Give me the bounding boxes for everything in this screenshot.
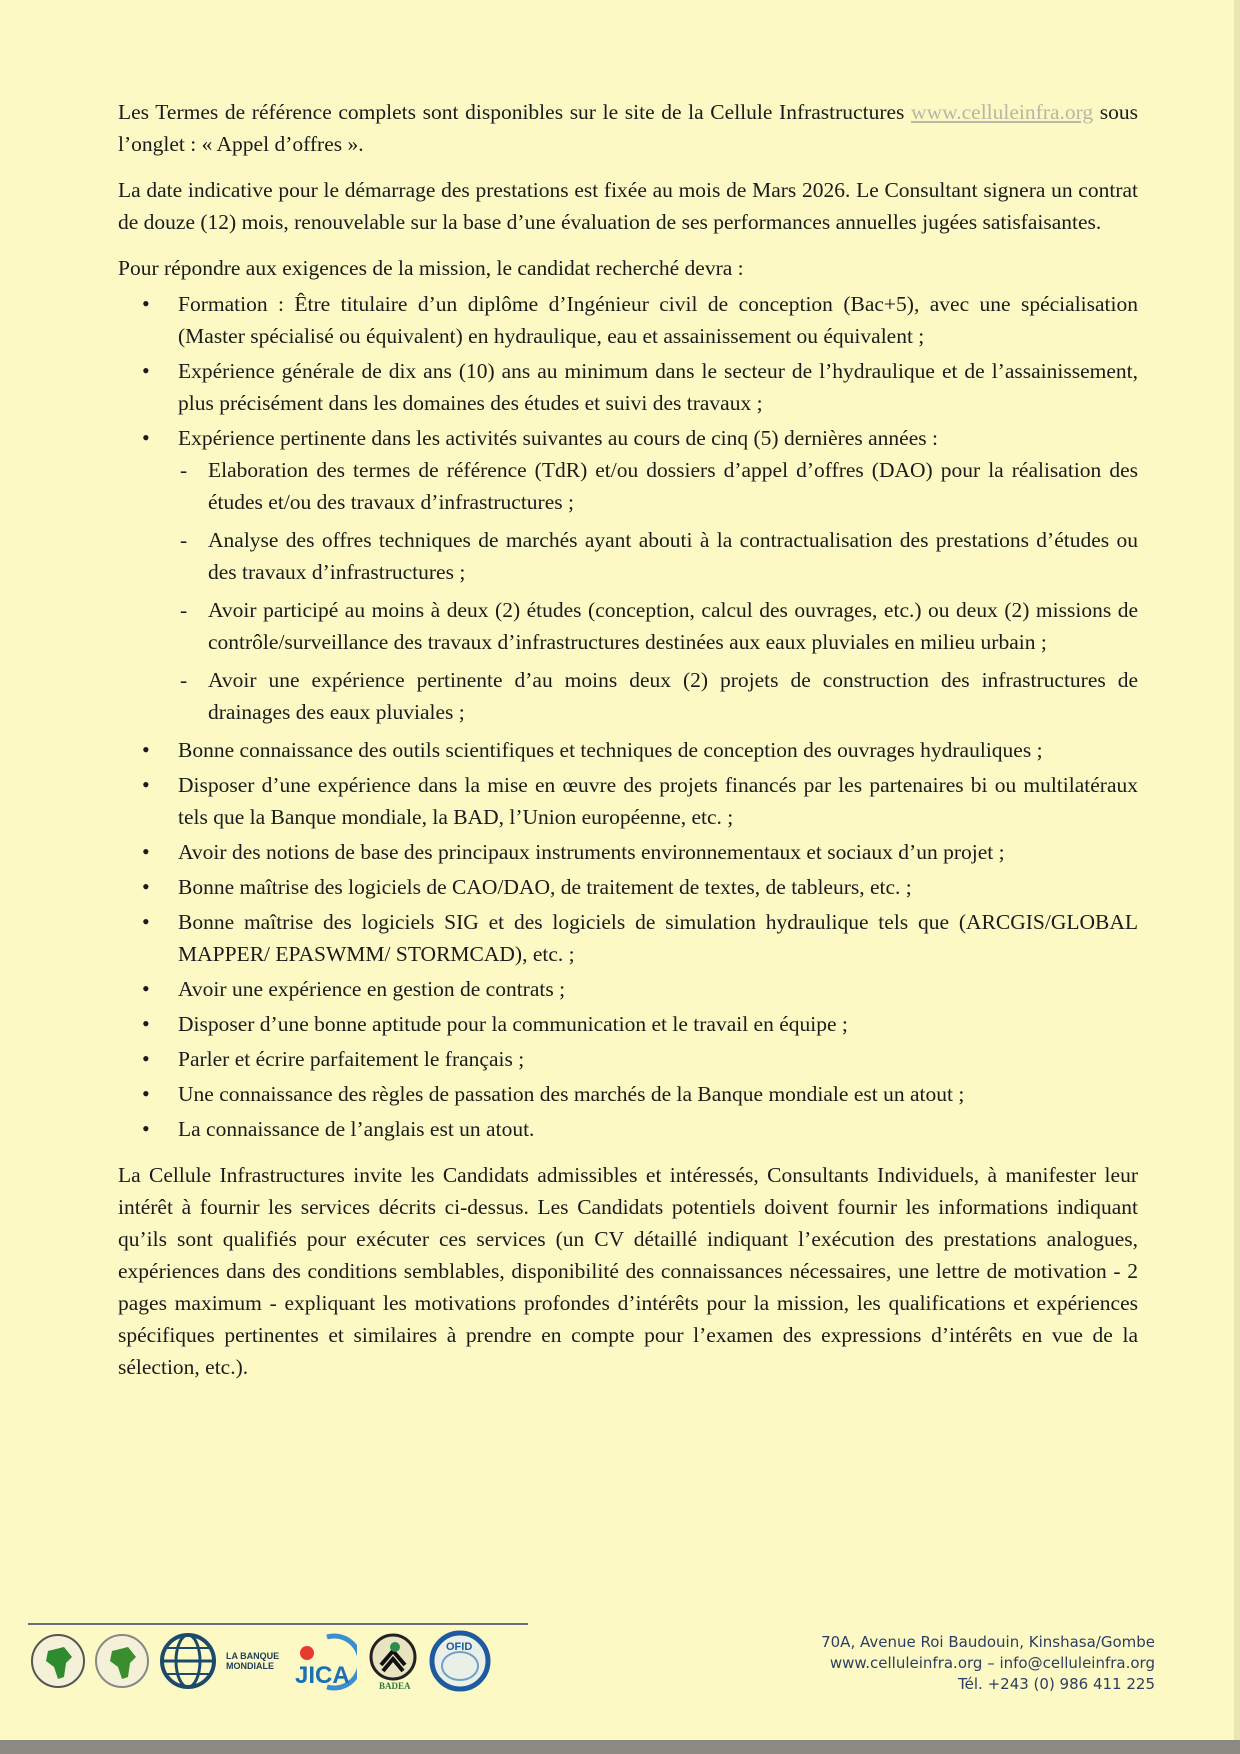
address-line: 70A, Avenue Roi Baudouin, Kinshasa/Gombe: [821, 1633, 1155, 1651]
list-item: - Avoir participé au moins à deux (2) études (conception, calcul des ouvrages, etc.) ou deux (2) missions de contrôle/surveillance des travaux d’infrastructures destinées aux eaux pluviales en milieu urbain ;: [208, 594, 1138, 658]
paragraph-start-date: La date indicative pour le démarrage des prestations est fixée au mois de Mars 2026. Le Consultant signera un contrat de douze (12) mois, renouvelable sur la base d’une évaluation de ses performances annuelles jugées satisfaisantes.: [118, 178, 1138, 234]
jica-logo-icon: [287, 1631, 357, 1691]
paragraph-terms: Les Termes de référence complets sont disponibles sur le site de la Cellule Infrastructures www.celluleinfra.org sous l’onglet : « Appel d’offres ».: [118, 100, 1139, 156]
svg-text:JICA: JICA: [295, 1662, 350, 1689]
phone-line: Tél. +243 (0) 986 411 225: [958, 1675, 1155, 1693]
page-edge: [1234, 0, 1240, 1754]
list-item: • Parler et écrire parfaitement le français ;: [178, 1043, 1138, 1075]
partner-logos: [30, 1630, 491, 1692]
list-item: • Une connaissance des règles de passation des marchés de la Banque mondiale est un atout ;: [178, 1078, 1138, 1110]
paragraph-intro: Pour répondre aux exigences de la mission, le candidat recherché devra :: [118, 256, 744, 280]
contact-address: [821, 1632, 1155, 1695]
paragraph-invitation: La Cellule Infrastructures invite les Candidats admissibles et intéressés, Consultants Individuels, à manifester leur intérêt à fournir les services décrits ci-dessus. Les Candidats potentiels doivent fournir les informations indiquant qu’ils sont qualifiés pour exécuter ces services (un CV détaillé indiquant l’exécution des prestations analogues, expériences dans des conditions semblables, disponibilité des connaissances nécessaires, une lettre de motivation - 2 pages maximum - expliquant les motivations profondes d’intérêts pour la mission, les qualifications et expériences spécifiques pertinentes et similaires à prendre en compte pour l’examen des expressions d’intérêts en vue de la sélection, etc.).: [118, 1163, 1138, 1379]
badea-logo-icon: [365, 1631, 421, 1691]
list-item: - Elaboration des termes de référence (TdR) et/ou dossiers d’appel d’offres (DAO) pour la réalisation des études et/ou des travaux d’infrastructures ;: [208, 454, 1138, 518]
ofid-logo-icon: [429, 1630, 491, 1692]
fad-logo-icon: [94, 1633, 150, 1689]
list-item: - Analyse des offres techniques de marchés ayant abouti à la contractualisation des prestations d’études ou des travaux d’infrastructures ;: [208, 524, 1138, 588]
svg-text:OFID: OFID: [446, 1641, 473, 1653]
website-link[interactable]: www.celluleinfra.org: [911, 100, 1094, 124]
list-item: • Avoir des notions de base des principaux instruments environnementaux et sociaux d’un projet ;: [178, 836, 1138, 868]
document-body: [118, 96, 1138, 1397]
world-bank-globe-icon: [158, 1631, 218, 1691]
svg-text:BADEA: BADEA: [379, 1681, 411, 1691]
requirements-list: [118, 288, 1138, 1145]
list-item: • Bonne connaissance des outils scientifiques et techniques de conception des ouvrages hydrauliques ;: [178, 734, 1138, 766]
list-item: • Expérience pertinente dans les activités suivantes au cours de cinq (5) dernières années : - Elaboration des termes de référence (TdR) et/ou dossiers d’appel d’offres (DAO) pour la réalisation des études et/ou des travaux d’infrastructures ; - Analyse des offres techniques de marchés ayant abouti à la contractualisation des prestations d’études ou des travaux d’infrastructures ; - Avoir participé au moins à deux (2) études (conception, calcul des ouvrages, etc.) ou deux (2) missions de contrôle/surveillance des travaux d’infrastructures destinées aux eaux pluviales en milieu urbain ; - Avoir une expérience pertinente d’au moins deux (2) projets de construction des infrastructures de drainages des eaux pluviales ;: [178, 422, 1138, 728]
list-item: - Avoir une expérience pertinente d’au moins deux (2) projets de construction des infrastructures de drainages des eaux pluviales ;: [208, 664, 1138, 728]
world-bank-label: LA BANQUE MONDIALE: [226, 1651, 280, 1671]
list-item: • Bonne maîtrise des logiciels SIG et des logiciels de simulation hydraulique tels que (ARCGIS/GLOBAL MAPPER/ EPASWMM/ STORMCAD), etc. ;: [178, 906, 1138, 970]
list-item: • Disposer d’une bonne aptitude pour la communication et le travail en équipe ;: [178, 1008, 1138, 1040]
bad-logo-icon: [30, 1633, 86, 1689]
list-item: • Disposer d’une expérience dans la mise en œuvre des projets financés par les partenaires bi ou multilatéraux tels que la Banque mondiale, la BAD, l’Union européenne, etc. ;: [178, 769, 1138, 833]
list-item: • Avoir une expérience en gestion de contrats ;: [178, 973, 1138, 1005]
web-email-line: www.celluleinfra.org – info@celluleinfra.org: [829, 1654, 1155, 1672]
list-item: • La connaissance de l’anglais est un atout.: [178, 1113, 1138, 1145]
list-item: • Expérience générale de dix ans (10) ans au minimum dans le secteur de l’hydraulique et de l’assainissement, plus précisément dans les domaines des études et suivi des travaux ;: [178, 355, 1138, 419]
sub-requirements-list: [178, 454, 1138, 728]
scan-bottom-edge: [0, 1740, 1240, 1754]
footer-divider: [28, 1623, 528, 1625]
list-item: • Bonne maîtrise des logiciels de CAO/DAO, de traitement de textes, de tableurs, etc. ;: [178, 871, 1138, 903]
list-item: • Formation : Être titulaire d’un diplôme d’Ingénieur civil de conception (Bac+5), avec une spécialisation (Master spécialisé ou équivalent) en hydraulique, eau et assainissement ou équivalent ;: [178, 288, 1138, 352]
